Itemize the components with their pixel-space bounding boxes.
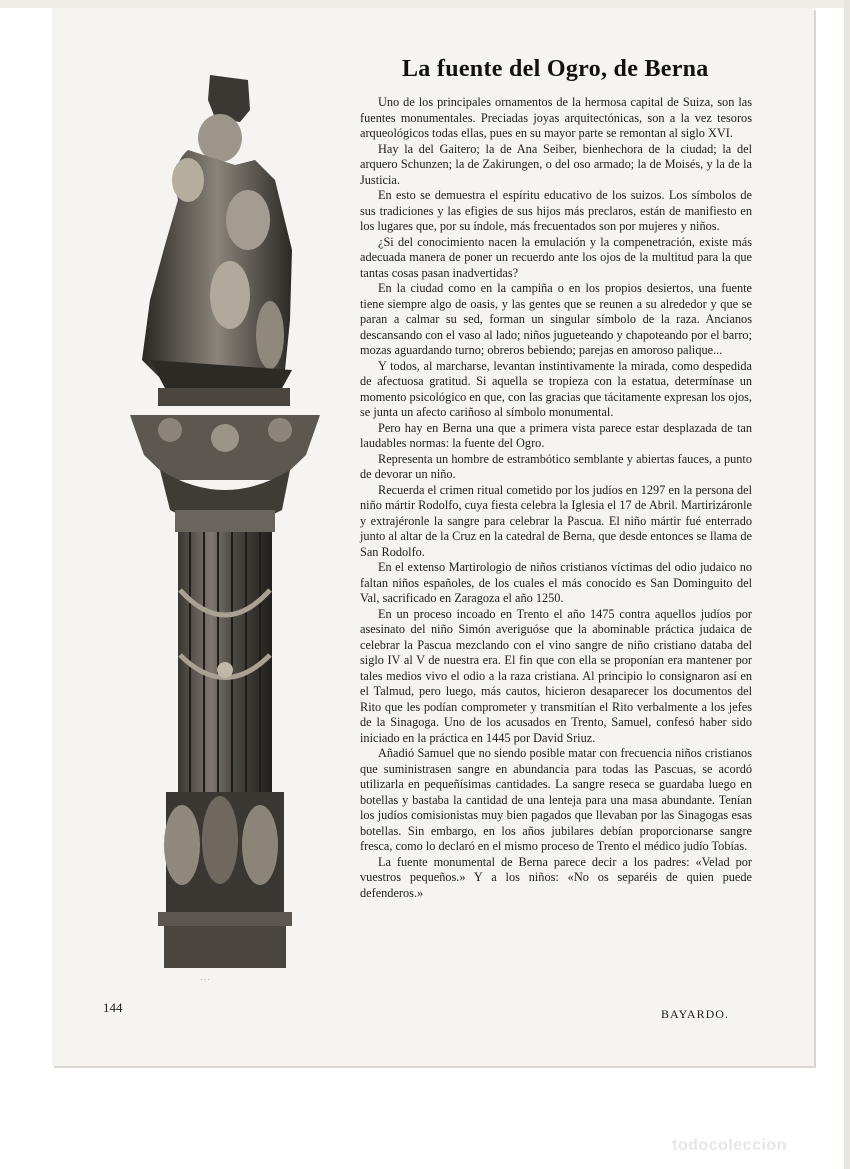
column-capital (130, 388, 320, 532)
scan-edge (0, 0, 850, 8)
scan-edge-right (844, 0, 850, 1169)
paragraph: En un proceso incoado en Trento el año 1475 contra aquellos judíos por asesinato del niño Simón averiguóse que la abominable práctica judaica de celebrar la Pascua mezclando con el vino sangre de niño cristiano databa del siglo IV al V de nuestra era. El fin que con ella se proponían era mantener por tales medios vivo el odio a la raza cristiana. Al principio lo consignaron así en el Talmud, pero luego, más cautos, hicieron desaparecer los documentos del Rito que les podían comprometer y transmitían el Rito verbalmente a los jefes de la Sinagoga. Uno de los acusados en Trento, Samuel, confesó haber sido iniciado en la práctica en 1445 por David Sriuz. (360, 606, 752, 745)
column-shaft (178, 532, 272, 792)
ogre-statue (142, 75, 292, 392)
paragraph: En el extenso Martirologio de niños cristianos víctimas del odio judaico no faltan niños españoles, de los cuales el más conocido es San Dominguito del Val, sacrificado en Zaragoza el año 1250. (360, 560, 752, 605)
photo-caption-faint: ··· (200, 975, 211, 984)
paragraph: Hay la del Gaitero; la de Ana Seiber, bienhechora de la ciudad; la del arquero Schunzen; la de Zakirungen, o del oso armado; la de Moisés, y la de la Justicia. (360, 141, 752, 187)
paragraph: Pero hay en Berna una que a primera vista parece estar desplazada de tan laudables normas: la fuente del Ogro. (360, 420, 752, 450)
page-number: 144 (103, 1000, 123, 1015)
paragraph: Recuerda el crimen ritual cometido por los judíos en 1297 en la persona del niño mártir Rodolfo, cuya fiesta celebra la Iglesia el 17 de Abril. Martirizáronle y extrajéronle la sangre para celebrar la Pascua. El niño mártir fué enterrado junto al altar de la Cruz en la catedral de Berna, que desde entonces se llama de San Rodolfo. (360, 482, 752, 559)
article-title: La fuente del Ogro, de Berna (402, 56, 709, 82)
paragraph: ¿Si del conocimiento nacen la emulación y la compenetración, existe más adecuada manera de poner un recuerdo ante los ojos de la multitud para la que tantas cosas pasan inadvertidas? (360, 234, 752, 280)
paragraph: Representa un hombre de estrambótico semblante y abiertas fauces, a punto de devorar un niño. (360, 451, 752, 481)
paragraph: Y todos, al marcharse, levantan instintivamente la mirada, como despedida de afectuosa gratitud. Si aquella se tropieza con la estatua, determínase un momento psicológico en que, con las gracias que tácitamente expresan los ojos, se junta un afecto cariñoso al símbolo monumental. (360, 358, 752, 419)
article-body (360, 95, 752, 901)
bears-base (158, 792, 292, 968)
paragraph: En esto se demuestra el espíritu educativo de los suizos. Los símbolos de sus tradiciones y las efigies de sus hijos más preclaros, están de manifiesto en los lugares que, por su índole, más frecuentados son por mujeres y niños. (360, 188, 752, 233)
ogre-fountain-photo (70, 70, 340, 980)
author-signature: BAYARDO. (661, 1007, 729, 1021)
paragraph: Añadió Samuel que no siendo posible matar con frecuencia niños cristianos que suministrasen sangre en abundancia para todas las Pascuas, se acordó utilizarla en pequeñísimas cantidades. La sangre reseca se guardaba luego en botellas y bastaba la cantidad de una lenteja para una masa abundante. Tenían los judíos comisionistas muy bien pagados que llevaban por las Sinagogas esas botellas. Sin embargo, en los años jubilares debían proporcionarse sangre fresca, como lo declaró en el mismo proceso de Trento el médico judío Tobías. (360, 746, 752, 853)
paragraph: Uno de los principales ornamentos de la hermosa capital de Suiza, son las fuentes monumentales. Preciadas joyas arquitectónicas, son a la vez tesoros arqueológicos todas ellas, pues en su mayor parte se remontan al siglo XVI. (360, 95, 752, 140)
site-watermark: todocoleccion (672, 1137, 787, 1154)
paragraph: En la ciudad como en la campiña o en los propios desiertos, una fuente tiene siempre algo de oasis, y las gentes que se reunen a su alrededor y que se paran a calmar su sed, forman un singular símbolo de la raza. Ancianos descansando con el vaso al lado; niños jugueteando y chapoteando por el barro; mozas aguardando turno; obreros bebiendo; parejas en amoroso palique... (360, 281, 752, 357)
paragraph: La fuente monumental de Berna parece decir a los padres: «Velad por vuestros pequeños.» Y a los niños: «No os separéis de quien puede defenderos.» (360, 854, 752, 900)
